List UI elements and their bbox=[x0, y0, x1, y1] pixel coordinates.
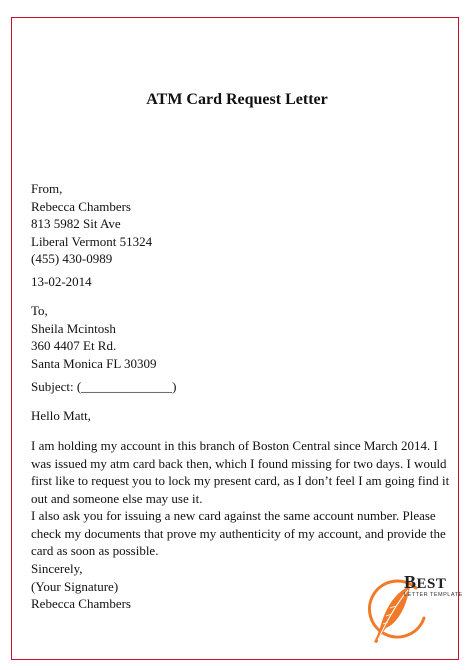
logo-subtitle: LETTER TEMPLATE bbox=[404, 592, 463, 598]
sender-phone: (455) 430-0989 bbox=[31, 251, 113, 266]
recipient-address-line2: Santa Monica FL 30309 bbox=[31, 355, 157, 371]
paragraph-line: out and someone else may use it. bbox=[31, 490, 203, 506]
paragraph-line: I also ask you for issuing a new card against the same account number. Please bbox=[31, 508, 436, 523]
logo-title-rest: EST bbox=[416, 576, 447, 592]
letter-title: ATM Card Request Letter bbox=[146, 91, 328, 108]
paragraph-line: check my documents that prove my authenticity of my account, and provide the bbox=[31, 525, 446, 541]
paragraph-line: card as soon as possible. bbox=[31, 543, 159, 558]
best-letter-template-logo bbox=[366, 566, 463, 648]
signer-name: Rebecca Chambers bbox=[31, 596, 131, 611]
recipient-address-line1: 360 4407 Et Rd. bbox=[31, 338, 117, 353]
sender-name: Rebecca Chambers bbox=[31, 198, 131, 214]
logo-title bbox=[404, 574, 446, 592]
subject-line: Subject: (______________) bbox=[31, 379, 177, 394]
paragraph-line: I am holding my account in this branch of Boston Central since March 2014. I bbox=[31, 438, 438, 453]
body-paragraph-2 bbox=[31, 507, 451, 560]
paragraph-line: first like to request you to lock my present card, as I don’t feel I am going find it bbox=[31, 473, 450, 488]
logo-title-initial: B bbox=[404, 572, 417, 592]
from-label: From, bbox=[31, 181, 63, 196]
signature-placeholder: (Your Signature) bbox=[31, 578, 119, 594]
body-paragraph-1 bbox=[31, 437, 451, 507]
greeting: Hello Matt, bbox=[31, 408, 91, 423]
closing: Sincerely, bbox=[31, 561, 83, 576]
paragraph-line: was issued my atm card back then, which I found missing for two days. I would bbox=[31, 455, 447, 471]
letter-date: 13-02-2014 bbox=[31, 274, 92, 289]
sender-address-line2: Liberal Vermont 51324 bbox=[31, 233, 153, 249]
to-label: To, bbox=[31, 303, 48, 318]
recipient-name: Sheila Mcintosh bbox=[31, 320, 116, 336]
sender-address-line1: 813 5982 Sit Ave bbox=[31, 216, 121, 231]
